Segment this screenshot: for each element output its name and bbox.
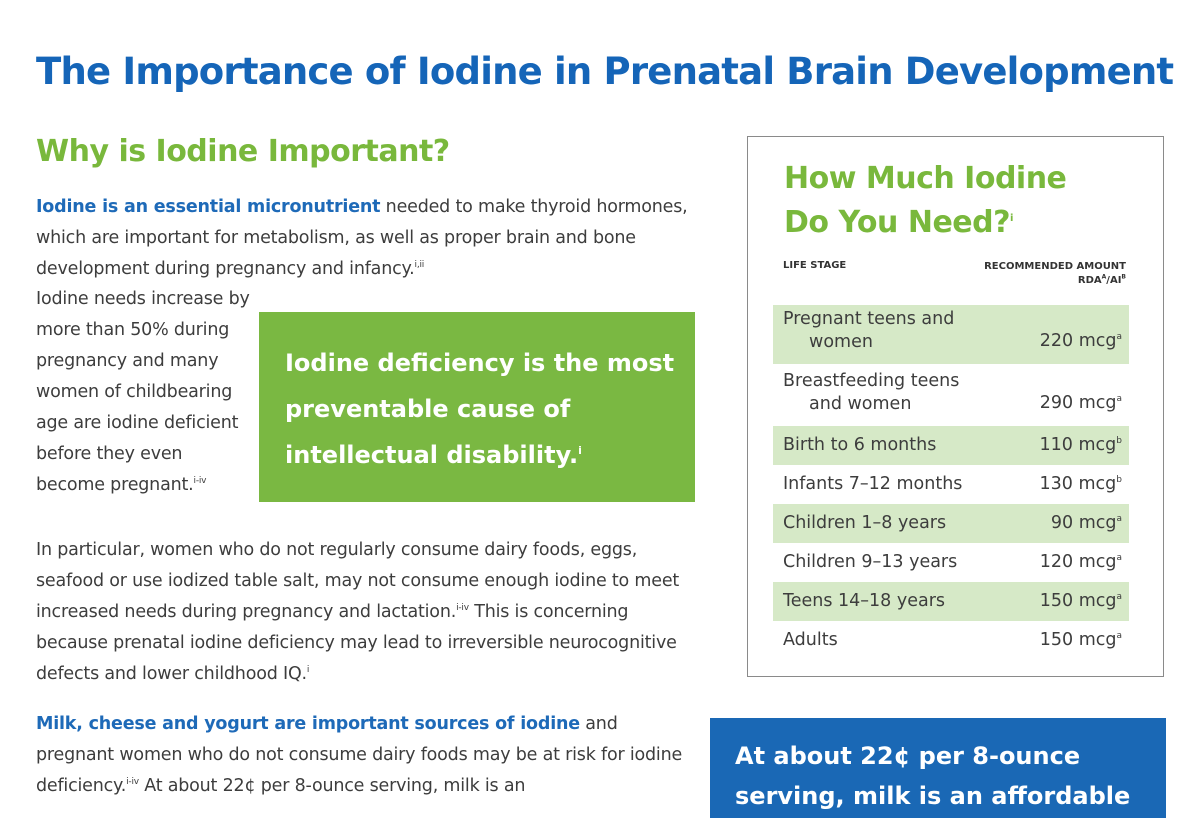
iodine-table bbox=[773, 305, 1129, 660]
table-row bbox=[773, 504, 1129, 543]
concern-text: This is concerning because prenatal iodine deficiency may lead to irreversible neurocognitive defects and lower childhood IQ. bbox=[36, 602, 677, 684]
table-row bbox=[773, 367, 1129, 426]
dairy-lead: Milk, cheese and yogurt are important sources of iodine bbox=[36, 714, 580, 734]
concern-ref: i bbox=[306, 665, 310, 676]
callout-ref: i bbox=[578, 444, 582, 457]
deficiency-callout bbox=[259, 312, 695, 502]
box-title-ref: i bbox=[1010, 213, 1013, 224]
box-title bbox=[784, 157, 1104, 245]
life-stage-cell bbox=[783, 370, 959, 416]
life-stage-cell: Children 1–8 years bbox=[783, 513, 947, 533]
amount-mark: a bbox=[1116, 592, 1122, 603]
intro-lead: Iodine is an essential micronutrient bbox=[36, 197, 381, 217]
amount-cell bbox=[1040, 392, 1122, 415]
column-header-amount-sub bbox=[984, 274, 1126, 288]
amount-mark: b bbox=[1116, 475, 1122, 486]
amount-value: 90 mcg bbox=[1050, 513, 1117, 533]
amount-cell bbox=[1040, 330, 1122, 353]
life-stage-line: women bbox=[809, 332, 873, 352]
particular-paragraph bbox=[36, 535, 696, 690]
life-stage-cell: Birth to 6 months bbox=[783, 435, 937, 455]
life-stage-cell: Teens 14–18 years bbox=[783, 591, 946, 611]
particular-ref: i-iv bbox=[456, 603, 469, 614]
life-stage-cell: Children 9–13 years bbox=[783, 552, 958, 572]
needs-text: Iodine needs increase by more than 50% during pregnancy and many women of childbearing age are iodine deficient before they even become pregnant. bbox=[36, 289, 250, 495]
life-stage-cell bbox=[783, 308, 954, 354]
dairy-ref: i-iv bbox=[126, 777, 139, 788]
intro-rest: needed to make thyroid hormones, which are important for metabolism, as well as proper brain and bone development during pregnancy and infancy. bbox=[36, 197, 688, 279]
dairy-rest2: At about 22¢ per 8-ounce serving, milk is an bbox=[138, 776, 526, 796]
table-row bbox=[773, 426, 1129, 465]
amount-mark: a bbox=[1116, 332, 1122, 343]
life-stage-cell: Infants 7–12 months bbox=[783, 474, 963, 494]
amount-value: 150 mcg bbox=[1039, 591, 1117, 611]
amount-mark: a bbox=[1116, 394, 1122, 405]
dairy-rest: and pregnant women who do not consume dairy foods may be at risk for iodine deficiency. bbox=[36, 714, 683, 796]
ai-mark: B bbox=[1121, 273, 1126, 281]
ai-label: /AI bbox=[1106, 275, 1122, 286]
amount-cell bbox=[1040, 551, 1122, 574]
amount-value: 130 mcg bbox=[1039, 474, 1117, 494]
amount-value: 290 mcg bbox=[1039, 393, 1117, 413]
milk-callout-text: At about 22¢ per 8-ounce serving, milk is an affordable bbox=[735, 742, 1131, 810]
needs-paragraph bbox=[36, 284, 256, 501]
amount-cell bbox=[1040, 629, 1122, 652]
table-row bbox=[773, 465, 1129, 504]
amount-cell bbox=[1051, 512, 1122, 535]
amount-mark: a bbox=[1116, 553, 1122, 564]
column-header-life-stage: LIFE STAGE bbox=[783, 260, 847, 271]
table-row bbox=[773, 582, 1129, 621]
column-header-amount-label: RECOMMENDED AMOUNT bbox=[984, 261, 1126, 272]
dairy-paragraph bbox=[36, 709, 696, 802]
callout-text: Iodine deficiency is the most preventable cause of intellectual disability. bbox=[285, 349, 675, 469]
box-title-text: How Much Iodine Do You Need? bbox=[784, 161, 1067, 240]
intro-ref: i,ii bbox=[414, 260, 425, 271]
life-stage-line: and women bbox=[809, 394, 912, 414]
life-stage-line: Breastfeeding teens bbox=[783, 371, 960, 391]
table-row bbox=[773, 621, 1129, 660]
iodine-needs-box bbox=[747, 136, 1164, 677]
needs-ref: i-iv bbox=[193, 476, 207, 487]
particular-text: In particular, women who do not regularly consume dairy foods, eggs, seafood or use iodized table salt, may not consume enough iodine to meet increased needs during pregnancy and lactation. bbox=[36, 540, 680, 622]
rda-label: RDA bbox=[1077, 275, 1102, 286]
amount-cell bbox=[1040, 434, 1122, 457]
amount-cell bbox=[1040, 590, 1122, 613]
rda-mark: A bbox=[1101, 273, 1107, 281]
milk-affordable-callout bbox=[710, 718, 1166, 818]
callout-text-block bbox=[285, 340, 675, 478]
life-stage-cell: Adults bbox=[783, 630, 838, 650]
amount-mark: b bbox=[1116, 436, 1122, 447]
amount-value: 220 mcg bbox=[1039, 331, 1117, 351]
intro-paragraph bbox=[36, 192, 696, 285]
page-title: The Importance of Iodine in Prenatal Brain Development bbox=[36, 50, 1174, 93]
life-stage-line: Pregnant teens and bbox=[783, 309, 955, 329]
amount-value: 110 mcg bbox=[1039, 435, 1117, 455]
amount-mark: a bbox=[1116, 514, 1122, 525]
column-header-amount bbox=[984, 260, 1126, 288]
why-heading: Why is Iodine Important? bbox=[36, 134, 450, 169]
amount-value: 120 mcg bbox=[1039, 552, 1117, 572]
table-row bbox=[773, 543, 1129, 582]
amount-cell bbox=[1040, 473, 1122, 496]
amount-value: 150 mcg bbox=[1039, 630, 1117, 650]
amount-mark: a bbox=[1116, 631, 1122, 642]
table-row bbox=[773, 305, 1129, 364]
